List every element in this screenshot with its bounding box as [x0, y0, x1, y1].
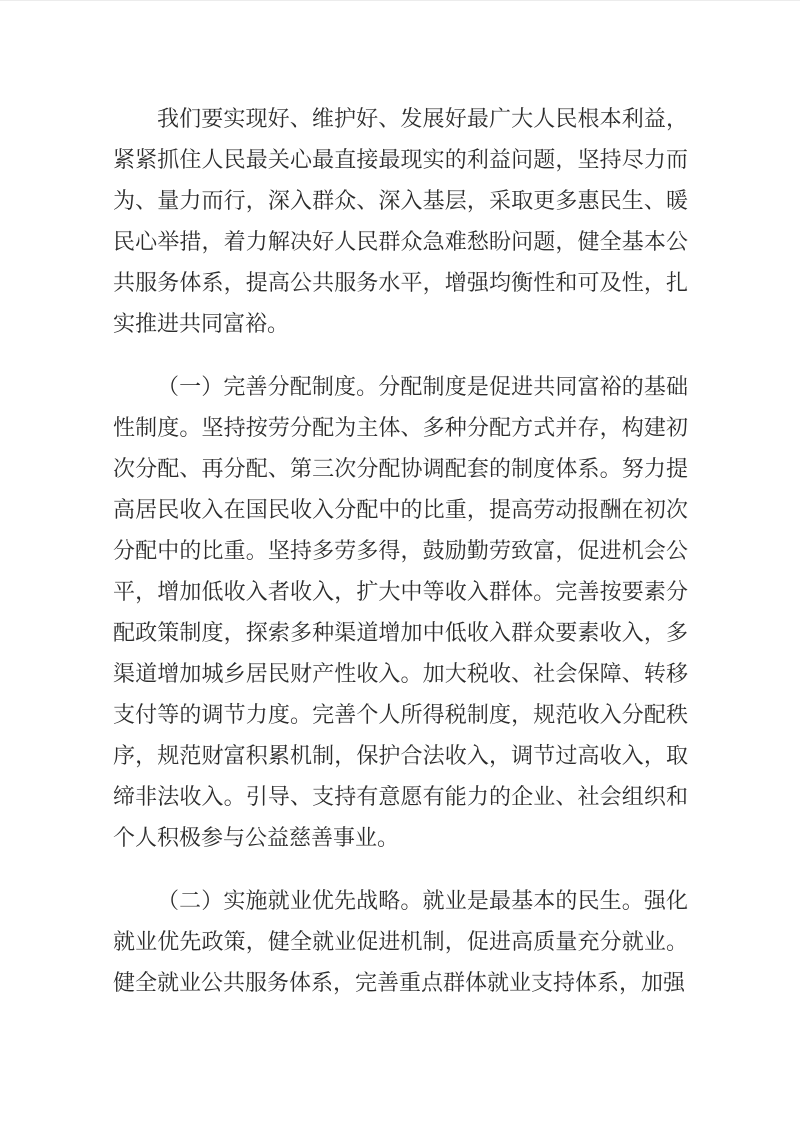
paragraph-section-1-distribution-system: （一）完善分配制度。分配制度是促进共同富裕的基础性制度。坚持按劳分配为主体、多种分配方式并存，构建初次分配、再分配、第三次分配协调配套的制度体系。努力提高居民收入在国民收入分配中的比重，提高劳动报酬在初次分配中的比重。坚持多劳多得，鼓励勤劳致富，促进机会公平，增加低收入者收入，扩大中等收入群体。完善按要素分配政策制度，探索多种渠道增加中低收入群众要素收入，多渠道增加城乡居民财产性收入。加大税收、社会保障、转移支付等的调节力度。完善个人所得税制度，规范收入分配秩序，规范财富积累机制，保护合法收入，调节过高收入，取缔非法收入。引导、支持有意愿有能力的企业、社会组织和个人积极参与公益慈善事业。 [113, 374, 688, 850]
paragraph-common-prosperity-intro: 我们要实现好、维护好、发展好最广大人民根本利益，紧紧抓住人民最关心最直接最现实的利益问题，坚持尽力而为、量力而行，深入群众、深入基层，采取更多惠民生、暖民心举措，着力解决好人民群众急难愁盼问题，健全基本公共服务体系，提高公共服务水平，增强均衡性和可及性，扎实推进共同富裕。 [113, 106, 688, 336]
paragraph-section-2-employment-strategy: （二）实施就业优先战略。就业是最基本的民生。强化就业优先政策，健全就业促进机制，促进高质量充分就业。健全就业公共服务体系，完善重点群体就业支持体系，加强 [113, 888, 688, 995]
document-body [113, 98, 688, 1025]
